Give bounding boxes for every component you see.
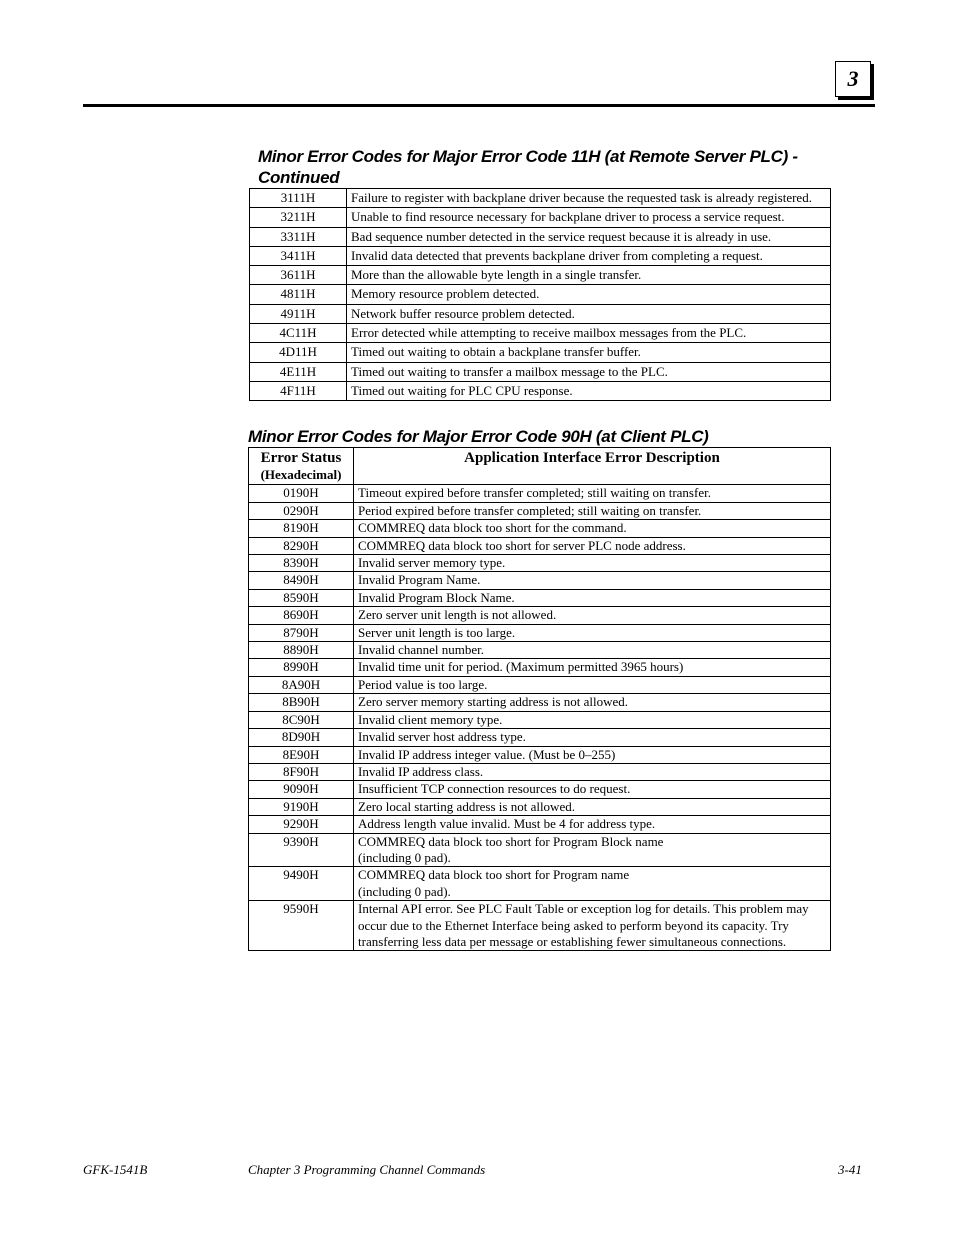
error-description: Invalid IP address class. xyxy=(354,763,831,780)
error-code: 3411H xyxy=(250,246,347,265)
error-code: 9090H xyxy=(249,781,354,798)
error-description: Timeout expired before transfer completed; still waiting on transfer. xyxy=(354,485,831,502)
table-row xyxy=(250,381,831,400)
table-row xyxy=(250,304,831,323)
table-row xyxy=(249,555,831,572)
error-description: Invalid time unit for period. (Maximum permitted 3965 hours) xyxy=(354,659,831,676)
error-code: 4D11H xyxy=(250,343,347,362)
header-rule xyxy=(83,104,875,107)
error-description: Invalid server memory type. xyxy=(354,555,831,572)
error-code: 8290H xyxy=(249,537,354,554)
error-code: 0190H xyxy=(249,485,354,502)
error-description: Invalid data detected that prevents backplane driver from completing a request. xyxy=(347,246,831,265)
error-description: Network buffer resource problem detected. xyxy=(347,304,831,323)
error-code: 9390H xyxy=(249,833,354,867)
error-code: 9490H xyxy=(249,867,354,901)
error-description: COMMREQ data block too short for Program Block name (including 0 pad). xyxy=(354,833,831,867)
error-code: 4C11H xyxy=(250,324,347,343)
table-row xyxy=(249,816,831,833)
error-description: Invalid Program Block Name. xyxy=(354,589,831,606)
error-description: Bad sequence number detected in the service request because it is already in use. xyxy=(347,227,831,246)
table-row xyxy=(249,502,831,519)
error-description: Memory resource problem detected. xyxy=(347,285,831,304)
error-description: COMMREQ data block too short for server PLC node address. xyxy=(354,537,831,554)
error-description: Invalid IP address integer value. (Must be 0–255) xyxy=(354,746,831,763)
table-row xyxy=(249,520,831,537)
table-row xyxy=(250,246,831,265)
error-description: Period value is too large. xyxy=(354,676,831,693)
table-row xyxy=(249,901,831,951)
table-row xyxy=(250,362,831,381)
error-code: 4E11H xyxy=(250,362,347,381)
error-description: Zero local starting address is not allowed. xyxy=(354,798,831,815)
error-description: Timed out waiting to transfer a mailbox message to the PLC. xyxy=(347,362,831,381)
error-code: 8690H xyxy=(249,607,354,624)
error-code: 4811H xyxy=(250,285,347,304)
error-code: 8790H xyxy=(249,624,354,641)
table-row xyxy=(250,285,831,304)
table-row xyxy=(250,189,831,208)
table-row xyxy=(249,729,831,746)
table-row xyxy=(249,763,831,780)
error-description: Invalid client memory type. xyxy=(354,711,831,728)
footer-doc-id: GFK-1541B xyxy=(83,1162,148,1177)
error-code: 9190H xyxy=(249,798,354,815)
table-row xyxy=(249,572,831,589)
error-code: 8190H xyxy=(249,520,354,537)
error-table-11h xyxy=(249,188,831,401)
header-error-status xyxy=(249,448,354,485)
table-row xyxy=(249,485,831,502)
table-row xyxy=(250,343,831,362)
table-row xyxy=(250,324,831,343)
table-row xyxy=(249,589,831,606)
table-row xyxy=(249,833,831,867)
table-row xyxy=(249,676,831,693)
footer-chapter: Chapter 3 Programming Channel Commands xyxy=(248,1162,486,1177)
error-description: Server unit length is too large. xyxy=(354,624,831,641)
footer-page-number: 3-41 xyxy=(838,1162,862,1177)
error-description: Invalid Program Name. xyxy=(354,572,831,589)
error-description: Zero server memory starting address is not allowed. xyxy=(354,694,831,711)
error-code: 8F90H xyxy=(249,763,354,780)
error-description: More than the allowable byte length in a single transfer. xyxy=(347,266,831,285)
table-row xyxy=(249,537,831,554)
chapter-number-box: 3 xyxy=(835,61,871,97)
error-description: Timed out waiting for PLC CPU response. xyxy=(347,381,831,400)
error-code: 8E90H xyxy=(249,746,354,763)
table-row xyxy=(249,711,831,728)
error-code: 8D90H xyxy=(249,729,354,746)
error-description: Address length value invalid. Must be 4 for address type. xyxy=(354,816,831,833)
error-description: Internal API error. See PLC Fault Table or exception log for details. This problem may occur due to the Ethernet Interface being asked to perform beyond its capacity. Try transferring less data per message or establishing fewer simultaneous connections. xyxy=(354,901,831,951)
table-row xyxy=(250,266,831,285)
table-row xyxy=(249,607,831,624)
error-description: COMMREQ data block too short for the command. xyxy=(354,520,831,537)
error-code: 3611H xyxy=(250,266,347,285)
error-description: Timed out waiting to obtain a backplane transfer buffer. xyxy=(347,343,831,362)
table-header-row xyxy=(249,448,831,485)
error-code: 9290H xyxy=(249,816,354,833)
error-code: 8590H xyxy=(249,589,354,606)
table-row xyxy=(250,208,831,227)
error-description: Failure to register with backplane driver because the requested task is already registered. xyxy=(347,189,831,208)
error-code: 0290H xyxy=(249,502,354,519)
error-description: COMMREQ data block too short for Program name (including 0 pad). xyxy=(354,867,831,901)
error-code: 4F11H xyxy=(250,381,347,400)
table-row xyxy=(249,798,831,815)
table-row xyxy=(249,659,831,676)
error-code: 8390H xyxy=(249,555,354,572)
section-title-90h: Minor Error Codes for Major Error Code 90H (at Client PLC) xyxy=(248,427,709,446)
header-description: Application Interface Error Description xyxy=(354,448,831,485)
error-description: Insufficient TCP connection resources to do request. xyxy=(354,781,831,798)
header-hexadecimal-label: (Hexadecimal) xyxy=(260,467,342,483)
table-row xyxy=(249,642,831,659)
table-row xyxy=(249,781,831,798)
error-code: 8C90H xyxy=(249,711,354,728)
error-table-90h xyxy=(248,447,831,951)
table-row xyxy=(249,867,831,901)
error-code: 3211H xyxy=(250,208,347,227)
error-code: 3111H xyxy=(250,189,347,208)
error-code: 9590H xyxy=(249,901,354,951)
error-description: Invalid server host address type. xyxy=(354,729,831,746)
error-code: 8890H xyxy=(249,642,354,659)
error-description: Error detected while attempting to receive mailbox messages from the PLC. xyxy=(347,324,831,343)
table-row xyxy=(249,746,831,763)
table-row xyxy=(249,624,831,641)
header-error-status-label: Error Status xyxy=(260,450,342,466)
table-row xyxy=(249,694,831,711)
error-description: Period expired before transfer completed; still waiting on transfer. xyxy=(354,502,831,519)
table-row xyxy=(250,227,831,246)
error-code: 8A90H xyxy=(249,676,354,693)
error-code: 8B90H xyxy=(249,694,354,711)
section-title-11h: Minor Error Codes for Major Error Code 11H (at Remote Server PLC) - Continued xyxy=(258,147,798,187)
error-description: Invalid channel number. xyxy=(354,642,831,659)
error-description: Zero server unit length is not allowed. xyxy=(354,607,831,624)
error-description: Unable to find resource necessary for backplane driver to process a service request. xyxy=(347,208,831,227)
error-code: 8990H xyxy=(249,659,354,676)
error-code: 8490H xyxy=(249,572,354,589)
error-code: 3311H xyxy=(250,227,347,246)
error-code: 4911H xyxy=(250,304,347,323)
